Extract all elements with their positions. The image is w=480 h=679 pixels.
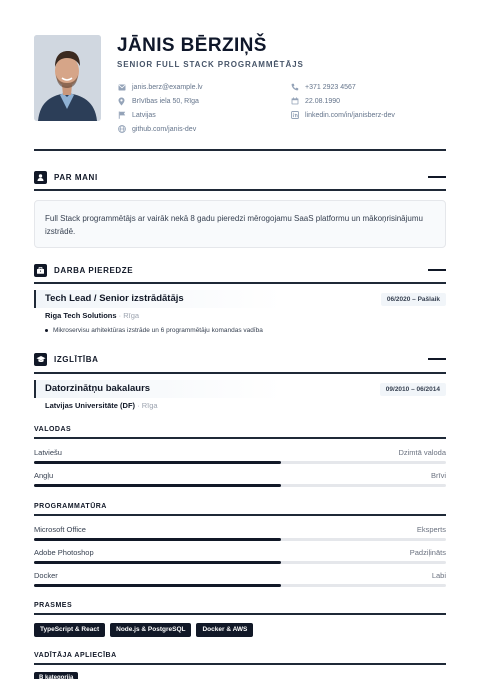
linkedin-icon <box>290 111 299 120</box>
briefcase-icon <box>34 264 47 277</box>
skill-tags <box>34 623 253 637</box>
language-level: Brīvi <box>431 471 446 480</box>
section-education-heading: IZGLĪTĪBA <box>34 351 446 367</box>
language-bar-fill <box>34 484 281 487</box>
section-experience-heading: DARBA PIEREDZE <box>34 262 446 278</box>
software-level: Eksperts <box>416 525 446 534</box>
contact-github[interactable]: github.com/janis-dev <box>117 124 196 134</box>
education-degree: Datorzinātņu bakalaurs <box>45 383 151 394</box>
software-bar <box>34 584 446 587</box>
skill-tag: Node.js & PostgreSQL <box>110 623 191 637</box>
experience-date: 06/2020 – Pašlaik <box>381 293 446 306</box>
section-divider <box>34 372 446 374</box>
education-school: Latvijas Universitāte (DF) · Rīga <box>45 401 158 410</box>
section-divider <box>34 189 446 191</box>
contact-birthdate: 22.08.1990 <box>290 96 340 106</box>
language-name: Latviešu <box>34 448 62 457</box>
experience-bullet: Mikroservisu arhitektūras izstrāde un 6 programmētāju komandas vadība <box>45 327 263 334</box>
location-pin-icon <box>117 97 126 106</box>
section-dash <box>428 269 446 271</box>
section-dash <box>428 358 446 360</box>
language-bar <box>34 461 446 464</box>
section-divider <box>34 437 446 439</box>
software-name: Microsoft Office <box>34 525 86 534</box>
software-bar-fill <box>34 561 281 564</box>
software-bar <box>34 538 446 541</box>
software-name: Docker <box>34 571 58 580</box>
software-bar <box>34 561 446 564</box>
software-level: Labi <box>431 571 446 580</box>
calendar-icon <box>290 97 299 106</box>
contact-address: Brīvības iela 50, Rīga <box>117 96 199 106</box>
job-title: SENIOR FULL STACK PROGRAMMĒTĀJS <box>117 60 304 69</box>
section-divider <box>34 282 446 284</box>
skill-tag: TypeScript & React <box>34 623 105 637</box>
section-divider <box>34 663 446 665</box>
section-about-heading: PAR MANI <box>34 169 446 185</box>
about-text: Full Stack programmētājs ar vairāk nekā 8 gadu pieredzi mērogojamu SaaS platformu un mākoņrisinājumu izstrādē. <box>45 214 423 236</box>
language-level: Dzimtā valoda <box>398 448 446 457</box>
contact-nationality: Latvijas <box>117 110 156 120</box>
globe-icon <box>117 125 126 134</box>
license-heading: VADĪTĀJA APLIECĪBA <box>34 652 117 659</box>
language-bar-fill <box>34 461 281 464</box>
section-dash <box>428 176 446 178</box>
phone-icon <box>290 83 299 92</box>
section-divider <box>34 613 446 615</box>
profile-photo <box>34 35 101 121</box>
software-bar-fill <box>34 584 281 587</box>
contact-linkedin[interactable]: linkedin.com/in/janisberz-dev <box>290 110 395 120</box>
software-bar-fill <box>34 538 281 541</box>
experience-company: Riga Tech Solutions · Rīga <box>45 311 140 320</box>
full-name: JĀNIS BĒRZIŅŠ <box>117 35 267 56</box>
languages-heading: VALODAS <box>34 426 72 433</box>
graduation-cap-icon <box>34 353 47 366</box>
software-heading: PROGRAMMATŪRA <box>34 503 107 510</box>
skill-tag: Docker & AWS <box>196 623 253 637</box>
contact-phone[interactable]: +371 2923 4567 <box>290 82 356 92</box>
person-icon <box>34 171 47 184</box>
section-divider <box>34 514 446 516</box>
about-text-box <box>34 200 446 248</box>
flag-icon <box>117 111 126 120</box>
header-divider <box>34 149 446 151</box>
language-name: Angļu <box>34 471 54 480</box>
skills-heading: PRASMES <box>34 602 73 609</box>
license-badge: B kategorija <box>34 672 78 679</box>
education-date: 09/2010 – 06/2014 <box>380 383 446 396</box>
email-icon <box>117 83 126 92</box>
software-level: Padziļināts <box>409 548 446 557</box>
bullet-dot <box>45 329 48 332</box>
language-bar <box>34 484 446 487</box>
experience-title: Tech Lead / Senior izstrādātājs <box>45 293 184 304</box>
contact-email[interactable]: janis.berz@example.lv <box>117 82 203 92</box>
software-name: Adobe Photoshop <box>34 548 94 557</box>
